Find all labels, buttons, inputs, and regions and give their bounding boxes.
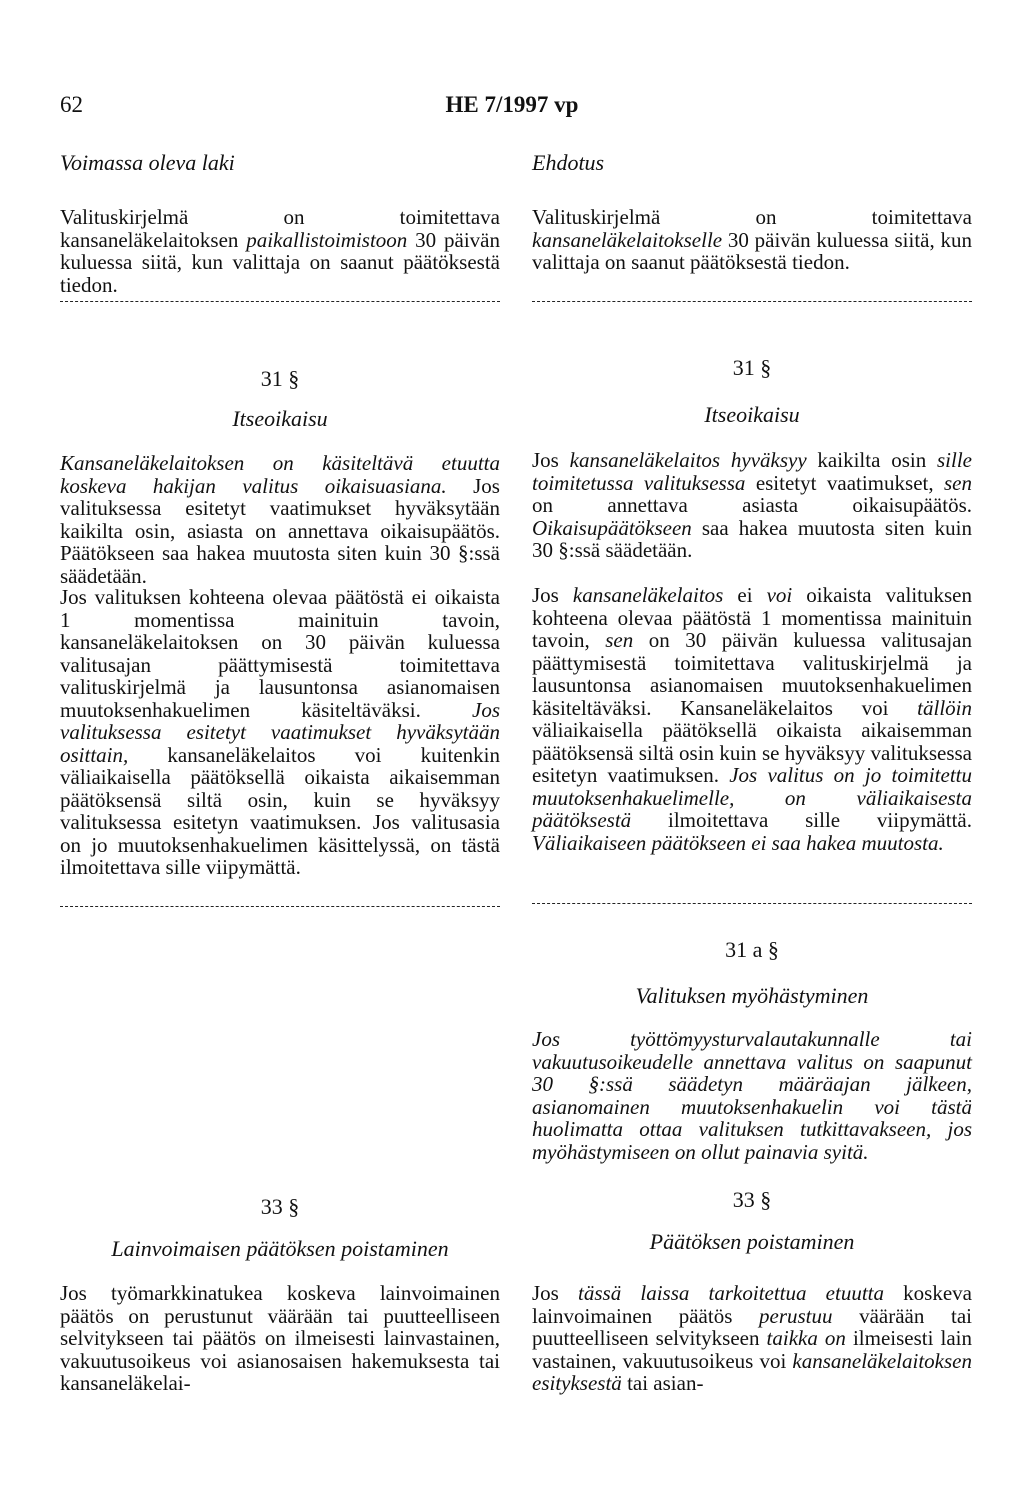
italic-text-run: Jos työttömyysturvalautakunnalle tai vakuutusoikeudelle annettava valitus on saapunut 30 §:ssä säädetyn määräajan jälkeen, asianomainen muutoksenhakuelin voi tästä huolimatta ottaa valituksen tutkittavakseen, jos myöhästymiseen on ollut painavia syitä.	[532, 1027, 972, 1164]
section-number-33: 33 §	[732, 1187, 772, 1212]
section-title-33: Lainvoimaisen päätöksen poistaminen	[111, 1236, 449, 1261]
text-run: ei	[723, 583, 767, 607]
italic-text-run: Oikaisupäätökseen	[532, 515, 692, 540]
italic-text-run: taikka on	[766, 1326, 846, 1350]
italic-text-run: kansaneläkelaitos hyväksyy	[569, 448, 807, 472]
document-id: HE 7/1997 vp	[445, 92, 579, 117]
current-section-31-paragraph-2	[60, 586, 500, 879]
italic-text-run: kansaneläkelaitos	[572, 583, 724, 607]
text-run: 30 päivän kuluessa siitä, kun valittaja on saanut päätöksestä tiedon.	[532, 227, 972, 274]
dashed-separator	[60, 906, 500, 907]
proposal-section-33-paragraph-1	[532, 1282, 972, 1395]
italic-text-run: tällöin	[917, 695, 972, 720]
text-run: ilmoitettava sille viipymättä.	[631, 808, 972, 832]
dashed-separator	[60, 301, 500, 302]
section-number-31: 31 §	[260, 366, 300, 391]
current-section-31-paragraph-1	[60, 452, 500, 587]
text-run: on annettava asiasta oikaisupäätös.	[532, 493, 972, 517]
text-run: koskeva lainvoimainen päätös	[532, 1281, 972, 1328]
italic-text-run: Kansaneläkelaitoksen on käsiteltävä etuutta koskeva hakijan valitus oikaisuasiana.	[60, 451, 500, 498]
section-title-31: Itseoikaisu	[704, 402, 800, 427]
text-run: 30 päivän kuluessa siitä, kun valittaja on saanut päätöksestä tiedon.	[60, 227, 500, 297]
italic-text-run: tässä laissa tarkoitettua etuutta	[578, 1281, 884, 1305]
italic-text-run: sen	[605, 628, 634, 652]
section-title-33: Päätöksen poistaminen	[649, 1229, 855, 1254]
italic-text-run: voi	[766, 583, 793, 607]
dashed-separator	[532, 903, 972, 904]
column-heading-current-law: Voimassa oleva laki	[60, 150, 235, 175]
text-run: Jos	[532, 448, 570, 472]
proposal-section-31a-paragraph-1	[532, 1028, 972, 1163]
italic-text-run: paikallistoimistoon	[246, 227, 408, 252]
text-run: kansaneläkelaitos voi kuitenkin väliaikaisella päätöksellä oikaista aikaisemman päätöksensä siltä osin, kuin se hyväksyy valituksessa esitetyn vaatimuksen. Jos valitusasia on jo muutoksenhakuelimen käsittelyssä, on tästä ilmoitettava sille viipymättä.	[60, 742, 500, 879]
column-heading-proposal: Ehdotus	[532, 150, 605, 175]
text-run: tai asian-	[621, 1371, 704, 1395]
proposal-section-31-paragraph-2	[532, 584, 972, 854]
text-run: saa hakea muutosta siten kuin 30 §:ssä säädetään.	[532, 515, 972, 562]
page-number: 62	[60, 92, 83, 117]
italic-text-run: sen	[944, 470, 972, 495]
text-run: Jos valituksen kohteena olevaa päätöstä ei oikaista 1 momentissa mainituin tavoin, kansaneläkelaitoksen on 30 päivän kuluessa valitusajan päättymisestä toimitettava valituskirjelmä ja lausuntonsa asianomaisen muutoksenhakuelimen käsiteltäväksi.	[60, 585, 500, 722]
text-run: Jos	[532, 583, 573, 607]
dashed-separator	[532, 301, 972, 302]
text-run: Valituskirjelmä on toimitettava	[532, 205, 972, 229]
text-run: oikaista valituksen kohteena olevaa päätöstä 1 momentissa mainituin tavoin,	[532, 583, 972, 652]
current-paragraph-appeal-letter	[60, 206, 500, 296]
text-run: Jos	[532, 1281, 579, 1305]
proposal-paragraph-appeal-letter	[532, 206, 972, 274]
text-run: esitetyt vaatimukset,	[745, 470, 944, 495]
text-run: ilmeisesti lain vastainen, vakuutusoikeus voi	[532, 1326, 973, 1373]
section-title-31: Itseoikaisu	[232, 406, 328, 431]
italic-text-run: Jos valituksessa esitetyt vaatimukset hyväksytään osittain,	[60, 697, 500, 767]
text-run: Jos työmarkkinatukea koskeva lainvoimainen päätös on perustunut väärään tai puutteelliseen selvitykseen tai päätös on ilmeisesti lainvastainen, vakuutusoikeus voi asianosaisen hakemuksesta tai kansaneläkelai-	[60, 1281, 500, 1395]
italic-text-run: kansaneläkelaitoksen esityksestä	[532, 1348, 972, 1395]
text-run: väärään tai puutteelliseen selvitykseen	[532, 1303, 972, 1350]
text-run: on 30 päivän kuluessa valitusajan päättymisestä toimitettava valituskirjelmä ja lausuntonsa asianomaisen muutoksenhakuelimen käsiteltäväksi. Kansaneläkelaitos voi	[532, 628, 972, 720]
page-header	[0, 92, 1024, 122]
current-section-33-paragraph-1	[60, 1282, 500, 1395]
section-title-31a: Valituksen myöhästyminen	[635, 983, 869, 1008]
section-number-31a: 31 a §	[725, 937, 779, 962]
proposal-section-31-paragraph-1	[532, 449, 972, 562]
section-number-33: 33 §	[260, 1194, 300, 1219]
text-run: väliaikaisella päätöksellä oikaista aikaisemman päätöksensä siltä osin kuin se hyväksyy valituksessa esitetyn vaatimuksen.	[532, 718, 972, 787]
italic-text-run: perustuu	[759, 1303, 833, 1328]
italic-text-run: Jos valitus on jo toimitettu muutoksenhakuelimelle, on väliaikaisesta päätöksestä	[532, 763, 972, 832]
text-run: kaikilta osin	[806, 448, 937, 472]
section-number-31: 31 §	[732, 355, 772, 380]
italic-text-run: sille toimitetussa valituksessa	[532, 448, 972, 495]
text-run: Valituskirjelmä on toimitettava kansaneläkelaitoksen	[60, 205, 500, 252]
italic-text-run: kansaneläkelaitokselle	[532, 227, 723, 252]
italic-text-run: Väliaikaiseen päätökseen ei saa hakea muutosta.	[532, 830, 944, 855]
text-run: Jos valituksessa esitetyt vaatimukset hyväksytään kaikilta osin, asiasta on annettava oikaisupäätös. Päätökseen saa hakea muutosta siten kuin 30 §:ssä säädetään.	[60, 473, 500, 588]
